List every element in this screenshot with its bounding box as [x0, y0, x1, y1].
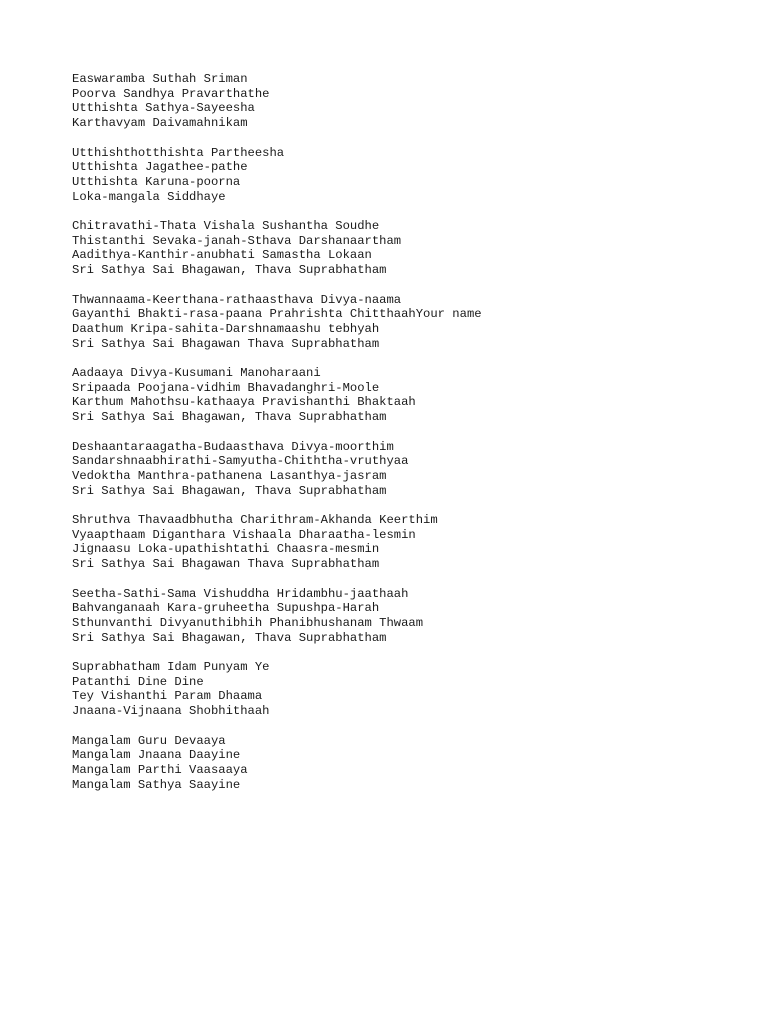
verse-line: Sri Sathya Sai Bhagawan, Thava Suprabhatham: [72, 263, 387, 278]
verse-line: Sri Sathya Sai Bhagawan, Thava Suprabhatham: [72, 630, 387, 645]
verse-line: Aadithya-Kanthir-anubhati Samastha Lokaan: [72, 248, 372, 263]
stanza: [72, 72, 752, 131]
verse-line: Loka-mangala Siddhaye: [72, 189, 226, 204]
stanza: [72, 366, 752, 425]
verse-line: Shruthva Thavaadbhutha Charithram-Akhanda Keerthim: [72, 513, 438, 527]
verse-line: Tey Vishanthi Param Dhaama: [72, 689, 263, 704]
verse-line: Jnaana-Vijnaana Shobhithaah: [72, 704, 270, 719]
verse-line: Mangalam Jnaana Daayine: [72, 748, 241, 763]
verse-line: Sthunvanthi Divyanuthibhih Phanibhushanam Thwaam: [72, 615, 424, 630]
verse-line: Daathum Kripa-sahita-Darshnamaashu tebhyah: [72, 321, 380, 336]
verse-line: Patanthi Dine Dine: [72, 674, 204, 689]
verse-line: Easwaramba Suthah Sriman: [72, 72, 248, 86]
verse-line: Mangalam Guru Devaaya: [72, 733, 226, 748]
stanza: [72, 587, 752, 646]
verse-line: Sri Sathya Sai Bhagawan Thava Suprabhatham: [72, 557, 380, 572]
verse-line: Utthishta Karuna-poorna: [72, 174, 241, 189]
verse-line: Deshaantaraagatha-Budaasthava Divya-moorthim: [72, 439, 394, 454]
verse-line: Sripaada Poojana-vidhim Bhavadanghri-Moole: [72, 380, 380, 395]
verse-line: Mangalam Sathya Saayine: [72, 777, 241, 792]
verse-line: Jignaasu Loka-upathishtathi Chaasra-mesmin: [72, 542, 380, 557]
stanza: [72, 293, 752, 352]
verse-line: Mangalam Parthi Vaasaaya: [72, 762, 248, 777]
stanza: [72, 440, 752, 499]
verse-line: Gayanthi Bhakti-rasa-paana Prahrishta ChitthaahYour name: [72, 307, 482, 322]
verse-line: Vyaapthaam Diganthara Vishaala Dharaatha-lesmin: [72, 527, 416, 542]
verse-line: Karthum Mahothsu-kathaaya Pravishanthi Bhaktaah: [72, 395, 416, 410]
verse-line: Sri Sathya Sai Bhagawan, Thava Suprabhatham: [72, 410, 387, 425]
stanza: [72, 734, 752, 793]
stanza: [72, 219, 752, 278]
verse-line: Karthavyam Daivamahnikam: [72, 116, 248, 131]
verse-line: Chitravathi-Thata Vishala Sushantha Soudhe: [72, 219, 380, 233]
verse-line: Sri Sathya Sai Bhagawan Thava Suprabhatham: [72, 336, 380, 351]
verse-line: Vedoktha Manthra-pathanena Lasanthya-jasram: [72, 468, 387, 483]
verse-line: Utthishthotthishta Partheesha: [72, 145, 285, 160]
verse-line: Poorva Sandhya Pravarthathe: [72, 86, 270, 101]
verse-line: Seetha-Sathi-Sama Vishuddha Hridambhu-jaathaah: [72, 586, 409, 601]
stanza: [72, 660, 752, 719]
verse-line: Sandarshnaabhirathi-Samyutha-Chiththa-vruthyaa: [72, 454, 409, 469]
verse-line: Utthishta Sathya-Sayeesha: [72, 101, 255, 116]
verse-line: Thistanthi Sevaka-janah-Sthava Darshanaartham: [72, 233, 402, 248]
verse-line: Suprabhatham Idam Punyam Ye: [72, 660, 270, 674]
stanza: [72, 146, 752, 205]
verse-line: Aadaaya Divya-Kusumani Manoharaani: [72, 366, 321, 380]
verse-line: Thwannaama-Keerthana-rathaasthava Divya-naama: [72, 292, 402, 307]
verse-line: Utthishta Jagathee-pathe: [72, 160, 248, 175]
verse-line: Bahvanganaah Kara-gruheetha Supushpa-Harah: [72, 601, 380, 616]
stanza: [72, 513, 752, 572]
verse-line: Sri Sathya Sai Bhagawan, Thava Suprabhatham: [72, 483, 387, 498]
document-body: [72, 72, 752, 807]
